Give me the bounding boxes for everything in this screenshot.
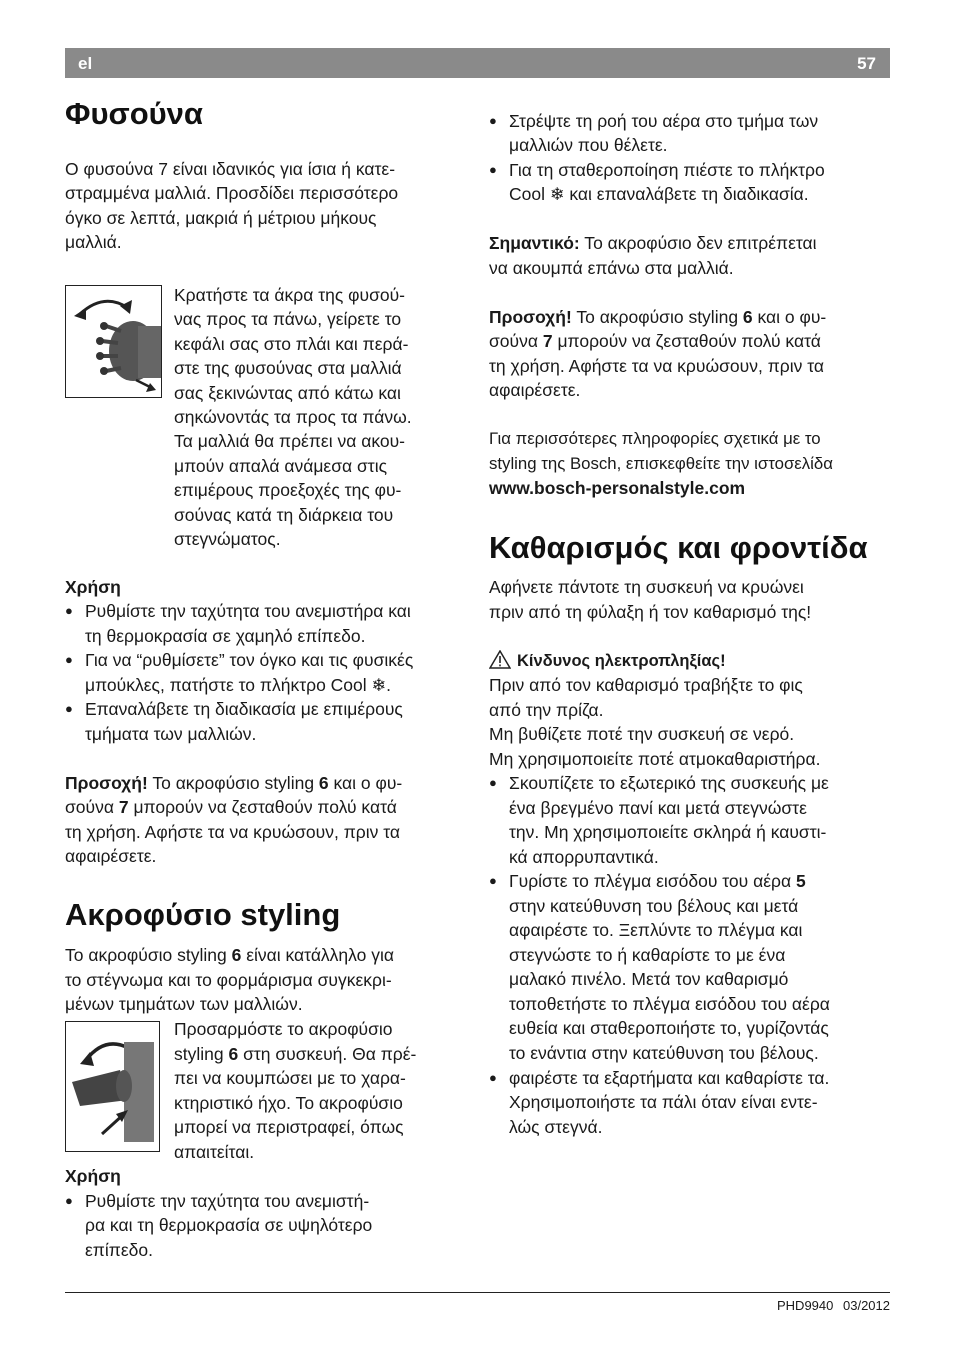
bullet-continuation: Χρησιμοποιήστε τα πάλι όταν είναι εντε-: [509, 1092, 818, 1112]
danger-line: Μη βυθίζετε ποτέ την συσκευή σε νερό.: [489, 724, 795, 744]
bullet-continuation: τη θερμοκρασία σε χαμηλό επίπεδο.: [85, 626, 366, 646]
bullet-continuation: λώς στεγνά.: [509, 1117, 603, 1137]
bullet-continuation: ένα βρεγμένο πανί και μετά στεγνώστε: [509, 798, 807, 818]
danger-line: Μη χρησιμοποιείτε ποτέ ατμοκαθαριστήρα.: [489, 749, 821, 769]
bullet-continuation: τμήματα των μαλλιών.: [85, 724, 257, 744]
section-title-styling-nozzle: Ακροφύσιο styling: [65, 897, 341, 932]
bullet-continuation: στην κατεύθυνση του βέλους και μετά: [509, 896, 799, 916]
caution-line: τη χρήση. Αφήστε τα να κρυώσουν, πριν τα: [65, 822, 401, 842]
instruction-line: πει να κουμπώσει με το χαρα-: [174, 1068, 406, 1088]
instruction-line: νας προς τα πάνω, γείρετε το: [174, 309, 402, 329]
danger-line: Πριν από τον καθαρισμό τραβήξτε το φις: [489, 675, 803, 695]
instruction-line: σούνας κατά τη διάρκεια του: [174, 505, 394, 525]
section-title-cleaning: Καθαρισμός και φροντίδα: [489, 530, 868, 565]
bullet-continuation: μαλακό πινέλο. Μετά τον καθαρισμό: [509, 969, 789, 989]
instruction-line: σας ξεκινώντας από κάτω και: [174, 383, 401, 403]
use-heading: Χρήση: [65, 577, 121, 597]
bullet-continuation: κά απορρυπαντικά.: [509, 847, 659, 867]
instruction-line: μπούν απαλά ανάμεσα στις: [174, 456, 388, 476]
instruction-line: styling 6 στη συσκευή. Θα πρέ-: [174, 1044, 417, 1064]
header-bar: [65, 48, 890, 78]
intro-line: στραμμένα μαλλιά. Προσδίδει περισσότερο: [65, 183, 399, 203]
instruction-line: κεφάλι σας στο πλάι και περά-: [174, 334, 409, 354]
footer-divider: [65, 1292, 890, 1293]
instruction-line: σηκώνοντάς τα προς τα πάνω.: [174, 407, 412, 427]
nozzle-illustration: [65, 1021, 160, 1152]
instruction-line: Τα μαλλιά θα πρέπει να ακου-: [174, 431, 405, 451]
instruction-line: στε της φυσούνας στα μαλλιά: [174, 358, 402, 378]
caution-line: Προσοχή! Το ακροφύσιο styling 6 και ο φυ-: [65, 773, 403, 793]
instruction-line: στεγνώματος.: [174, 529, 281, 549]
bullet-continuation: ρα και τη θερμοκρασία σε υψηλότερο: [85, 1215, 373, 1235]
intro-line: όγκο σε λεπτά, μακριά ή μέτριου μήκους: [65, 208, 377, 228]
info-line: styling της Bosch, επισκεφθείτε την ιστοσελίδα: [489, 454, 833, 473]
intro-line: μαλλιά.: [65, 232, 122, 252]
instruction-line: επιμέρους προεξοχές της φυ-: [174, 480, 402, 500]
website-link[interactable]: www.bosch-personalstyle.com: [489, 478, 746, 498]
bullet-continuation: επίπεδο.: [85, 1240, 153, 1260]
important-line: να ακουμπά επάνω στα μαλλιά.: [489, 258, 734, 278]
instruction-line: Προσαρμόστε το ακροφύσιο: [174, 1019, 393, 1039]
intro-line: Αφήνετε πάντοτε τη συσκευή να κρυώνει: [489, 577, 804, 597]
page-number: 57: [857, 54, 876, 73]
caution-line: σούνα 7 μπορούν να ζεσταθούν πολύ κατά: [489, 331, 821, 351]
model-number: PHD9940: [777, 1298, 834, 1313]
important-line: Σημαντικό: Το ακροφύσιο δεν επιτρέπεται: [489, 233, 817, 253]
caution-line: Προσοχή! Το ακροφύσιο styling 6 και ο φυ-: [489, 307, 827, 327]
instruction-line: κτηριστικό ήχο. Το ακροφύσιο: [174, 1093, 403, 1113]
intro-line: μένων τμημάτων των μαλλιών.: [65, 994, 303, 1014]
bullet-continuation: Cool ❄ και επαναλάβετε τη διαδικασία.: [509, 184, 809, 204]
bullet-continuation: ευθεία και σταθεροποιήστε το, γυρίζοντάς: [509, 1018, 829, 1038]
bullet-continuation: το ενάντια στην κατεύθυνση του βέλους.: [509, 1043, 819, 1063]
intro-line: πριν από τη φύλαξη ή τον καθαρισμό της!: [489, 602, 812, 622]
footer: [771, 1298, 890, 1313]
bullet-continuation: την. Μη χρησιμοποιείτε σκληρά ή καυστι-: [509, 822, 827, 842]
bullet-continuation: τοποθετήστε το πλέγμα εισόδου του αέρα: [509, 994, 830, 1014]
info-line: Για περισσότερες πληροφορίες σχετικά με το: [489, 429, 821, 448]
caution-line: τη χρήση. Αφήστε τα να κρυώσουν, πριν τα: [489, 356, 825, 376]
use-heading: Χρήση: [65, 1166, 121, 1186]
caution-line: αφαιρέσετε.: [489, 380, 581, 400]
language-code: el: [78, 54, 93, 73]
bullet-continuation: στεγνώστε το ή καθαρίστε το με ένα: [509, 945, 786, 965]
warning-triangle-icon: [489, 650, 511, 669]
document-date: 03/2012: [843, 1298, 890, 1313]
caution-line: αφαιρέσετε.: [65, 846, 157, 866]
danger-heading: Κίνδυνος ηλεκτροπληξίας!: [489, 649, 726, 674]
instruction-line: Κρατήστε τα άκρα της φυσού-: [174, 285, 406, 305]
intro-line: Το ακροφύσιο styling 6 είναι κατάλληλο για: [65, 945, 395, 965]
section-title-diffuser: Φυσούνα: [65, 96, 203, 131]
bullet-continuation: μαλλιών που θέλετε.: [509, 135, 668, 155]
intro-line: το στέγνωμα και το φορμάρισμα συγκεκρι-: [65, 970, 392, 990]
instruction-line: απαιτείται.: [174, 1142, 255, 1162]
intro-line: Ο φυσούνα 7 είναι ιδανικός για ίσια ή κατε-: [65, 159, 396, 179]
danger-line: από την πρίζα.: [489, 700, 604, 720]
diffuser-illustration: [65, 285, 162, 398]
bullet-continuation: μπούκλες, πατήστε το πλήκτρο Cool ❄.: [85, 675, 392, 695]
caution-line: σούνα 7 μπορούν να ζεσταθούν πολύ κατά: [65, 797, 397, 817]
bullet-continuation: αφαιρέστε το. Ξεπλύντε το πλέγμα και: [509, 920, 803, 940]
instruction-line: μπορεί να περιστραφεί, όπως: [174, 1117, 404, 1137]
